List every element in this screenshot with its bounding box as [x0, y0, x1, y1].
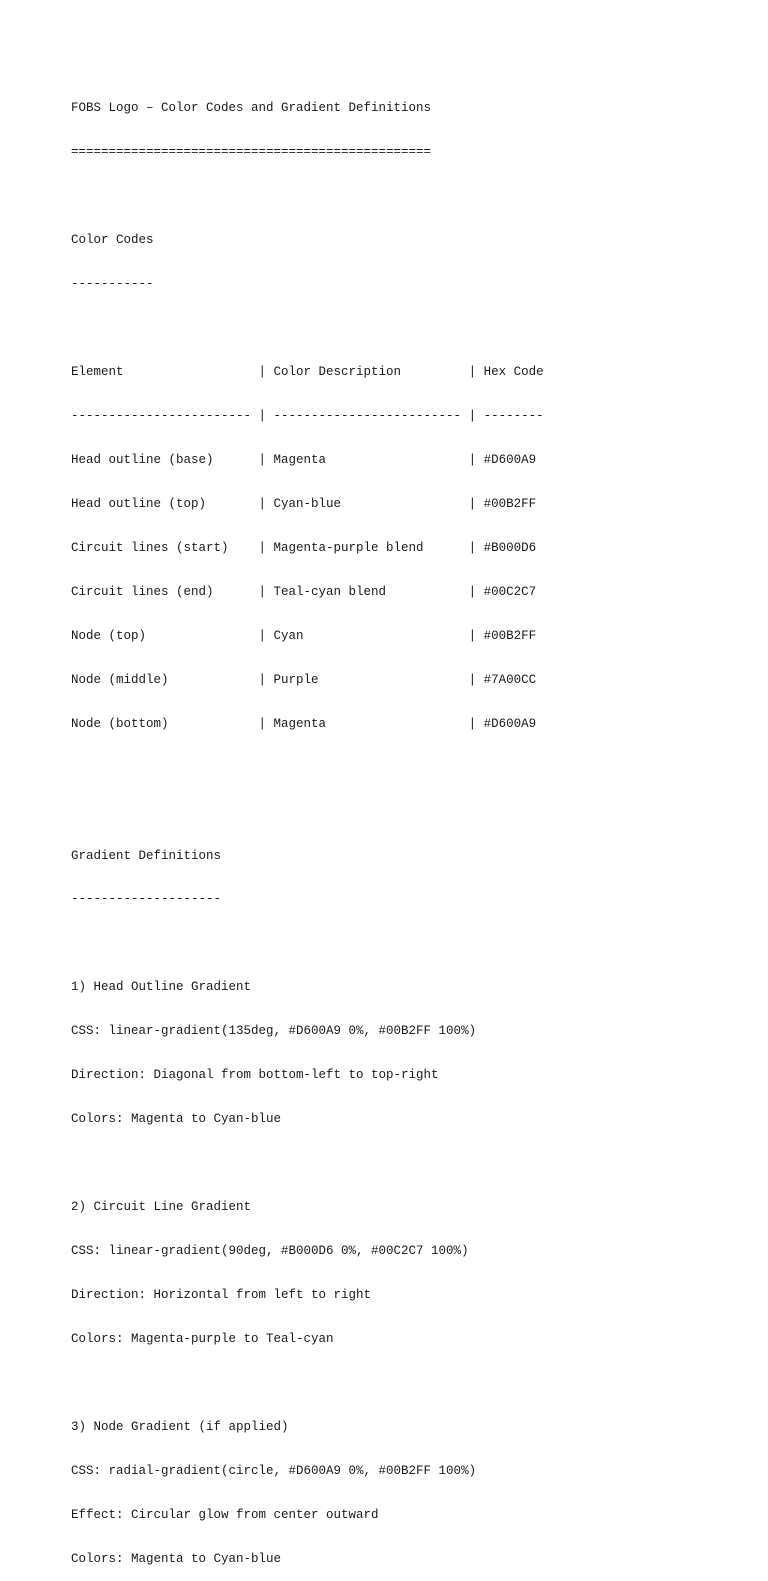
gradient-css: CSS: radial-gradient(circle, #D600A9 0%, #00B2FF 100%): [71, 1463, 477, 1478]
gradient-colors: Colors: Magenta to Cyan-blue: [71, 1112, 282, 1127]
gradient-heading: 3) Node Gradient (if applied): [71, 1419, 289, 1434]
gradient-heading: 2) Circuit Line Gradient: [71, 1200, 252, 1215]
section-heading-color-codes: Color Codes: [71, 233, 154, 248]
title-underline: ================================================: [71, 145, 432, 160]
section-heading-gradients: Gradient Definitions: [71, 848, 222, 863]
blank-line: [71, 321, 544, 336]
doc-title: FOBS Logo – Color Codes and Gradient Definitions: [71, 101, 432, 116]
blank-line: [71, 189, 544, 204]
section-underline: -----------: [71, 277, 154, 292]
gradient-colors: Colors: Magenta to Cyan-blue: [71, 1551, 282, 1566]
table-row: Node (middle) | Purple | #7A00CC: [71, 672, 537, 687]
blank-line: [71, 1156, 544, 1171]
gradient-css: CSS: linear-gradient(90deg, #B000D6 0%, #00C2C7 100%): [71, 1244, 469, 1259]
blank-line: [71, 805, 544, 820]
gradient-heading: 1) Head Outline Gradient: [71, 980, 252, 995]
table-row: Node (bottom) | Magenta | #D600A9: [71, 716, 537, 731]
table-row: Head outline (top) | Cyan-blue | #00B2FF: [71, 496, 537, 511]
table-header-row: Element | Color Description | Hex Code: [71, 365, 544, 380]
table-row: Circuit lines (start) | Magenta-purple blend | #B000D6: [71, 540, 537, 555]
gradient-effect: Effect: Circular glow from center outward: [71, 1507, 379, 1522]
blank-line: [71, 761, 544, 776]
document-text: [71, 72, 544, 1581]
blank-line: [71, 936, 544, 951]
gradient-colors: Colors: Magenta-purple to Teal-cyan: [71, 1332, 334, 1346]
gradient-direction: Direction: Diagonal from bottom-left to top-right: [71, 1068, 439, 1083]
section-underline: --------------------: [71, 892, 222, 907]
gradient-css: CSS: linear-gradient(135deg, #D600A9 0%, #00B2FF 100%): [71, 1024, 477, 1039]
table-row: Circuit lines (end) | Teal-cyan blend | #00C2C7: [71, 584, 537, 599]
gradient-direction: Direction: Horizontal from left to right: [71, 1288, 372, 1303]
table-separator-row: ------------------------ | ------------------------- | --------: [71, 408, 544, 423]
table-row: Node (top) | Cyan | #00B2FF: [71, 628, 537, 643]
table-row: Head outline (base) | Magenta | #D600A9: [71, 452, 537, 467]
blank-line: [71, 1376, 544, 1391]
